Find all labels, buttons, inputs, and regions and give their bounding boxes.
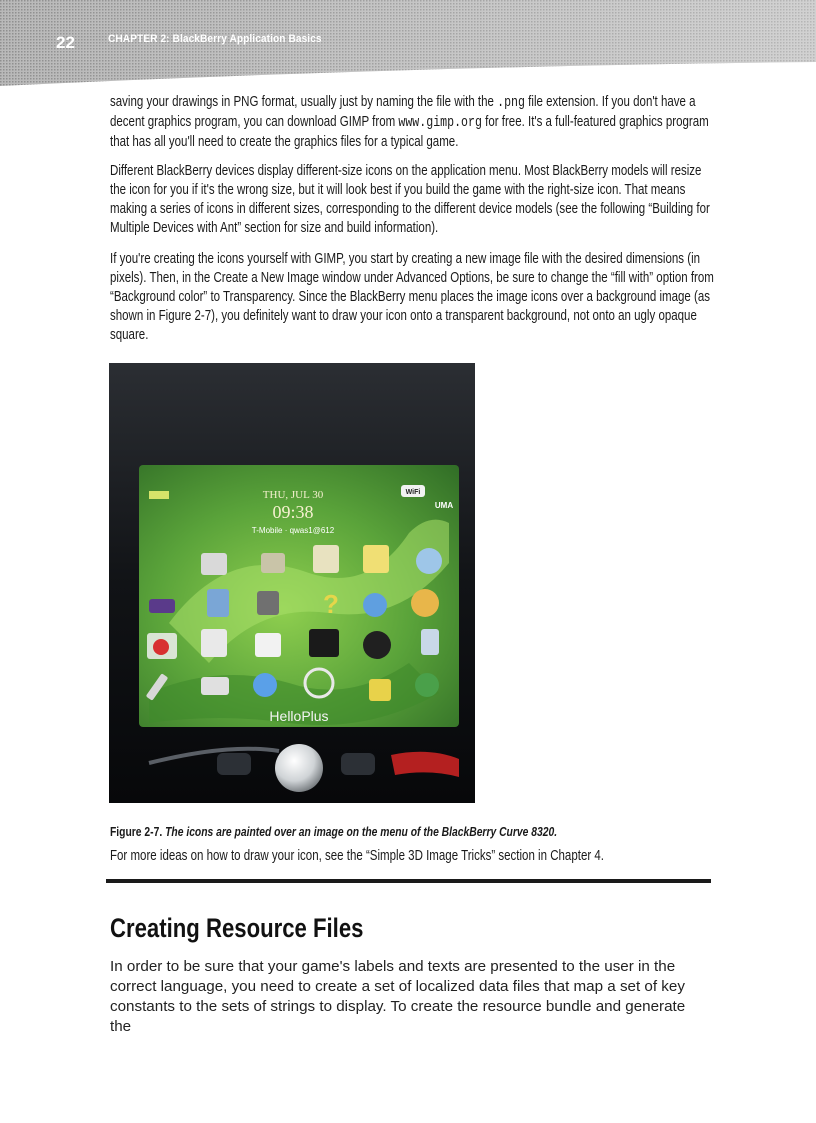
- camera-icon: [201, 553, 227, 575]
- bluetooth-icon: [253, 673, 277, 697]
- help-icon: ?: [323, 589, 339, 619]
- blackberry-icon: [363, 631, 391, 659]
- pictures-icon: [201, 629, 227, 657]
- paragraph-3-text: If you're creating the icons yourself with GIMP, you start by creating a new image file with the desired dimensions (in pixels). Then, in the Create a New Image window under Advanced Options, be sure to change the “fill with” option from “Background color” to Transparency. Since the BlackBerry menu places the image icons over a background image (as shown in Figure 2-7), you definitely want to draw your icon onto a transparent background, not onto an ugly opaque square.: [110, 251, 714, 343]
- terminal-icon: [309, 629, 339, 657]
- battery-icon: [149, 491, 169, 499]
- figure-caption: [110, 824, 557, 840]
- figure-caption-text: The icons are painted over an image on the menu of the BlackBerry Curve 8320.: [165, 825, 558, 839]
- page-number: 22: [56, 33, 75, 52]
- paragraph-1-text-c: for free. It's a full-featured graphics program that has all you'll need to create the graphics files for a typical game.: [110, 114, 709, 150]
- power-icon: [415, 673, 439, 697]
- section-title: Creating Resource Files: [110, 913, 364, 943]
- paragraph-1-text-b: file extension. If you don't have a decent graphics program, you can download GIMP from: [110, 94, 696, 130]
- phone-app-icon: [421, 629, 439, 655]
- screen-time: 09:38: [272, 502, 314, 522]
- section-body: In order to be sure that your game's labels and texts are presented to the user in the correct language, you need to create a set of localized data files that map a set of key constants to the sets of strings to display. To create the resource bundle and generate the: [110, 958, 686, 1035]
- lock-icon: [369, 679, 391, 701]
- paragraph-2-text: Different BlackBerry devices display different-size icons on the application menu. Most BlackBerry models will resize the icon for you if it's the wrong size, but it will look best if you build the game with the right-size icon. That means making a series of icons in different sizes, corresponding to the different device models (see the following “Building for Multiple Devices with Ant” section for size and build information).: [110, 163, 710, 236]
- trackball: [275, 744, 323, 792]
- screen-carrier: T-Mobile · qwas1@612: [251, 526, 335, 535]
- media-icon: [257, 591, 279, 615]
- contacts-icon: [363, 593, 387, 617]
- game-icon: [149, 599, 175, 613]
- clock-icon: [416, 548, 442, 574]
- menu-key: [217, 753, 251, 775]
- selected-app-label: HelloPlus: [269, 708, 329, 724]
- figure-caption-label: Figure 2-7.: [110, 825, 163, 839]
- notes-icon: [261, 553, 285, 573]
- paragraph-2: [110, 162, 730, 238]
- chapter-title: CHAPTER 2: BlackBerry Application Basics: [108, 33, 322, 45]
- wifi-label: WiFi: [405, 489, 421, 496]
- section-divider: [106, 879, 711, 883]
- memo-icon: [313, 545, 339, 573]
- screen-date: THU, JUL 30: [262, 489, 324, 501]
- paragraph-1-text-a: saving your drawings in PNG format, usually just by naming the file with the: [110, 94, 498, 110]
- figure-phone-photo: [109, 363, 475, 803]
- code-png: .png: [497, 95, 525, 111]
- paragraph-4: [110, 847, 730, 866]
- calculator-icon: [207, 589, 229, 617]
- phone-illustration: [109, 363, 475, 803]
- escape-key: [341, 753, 375, 775]
- tasks-icon: [363, 545, 389, 573]
- paragraph-4-text: For more ideas on how to draw your icon, see the “Simple 3D Image Tricks” section in Chapter 4.: [110, 848, 604, 864]
- code-gimp-url: www.gimp.org: [398, 115, 482, 131]
- uma-label: UMA: [434, 501, 454, 510]
- paragraph-3: [110, 250, 730, 345]
- browser-icon: [411, 589, 439, 617]
- messages-icon: [255, 633, 281, 657]
- paragraph-1: [110, 93, 730, 152]
- running-header: [0, 0, 816, 88]
- setup-icon: [201, 677, 229, 695]
